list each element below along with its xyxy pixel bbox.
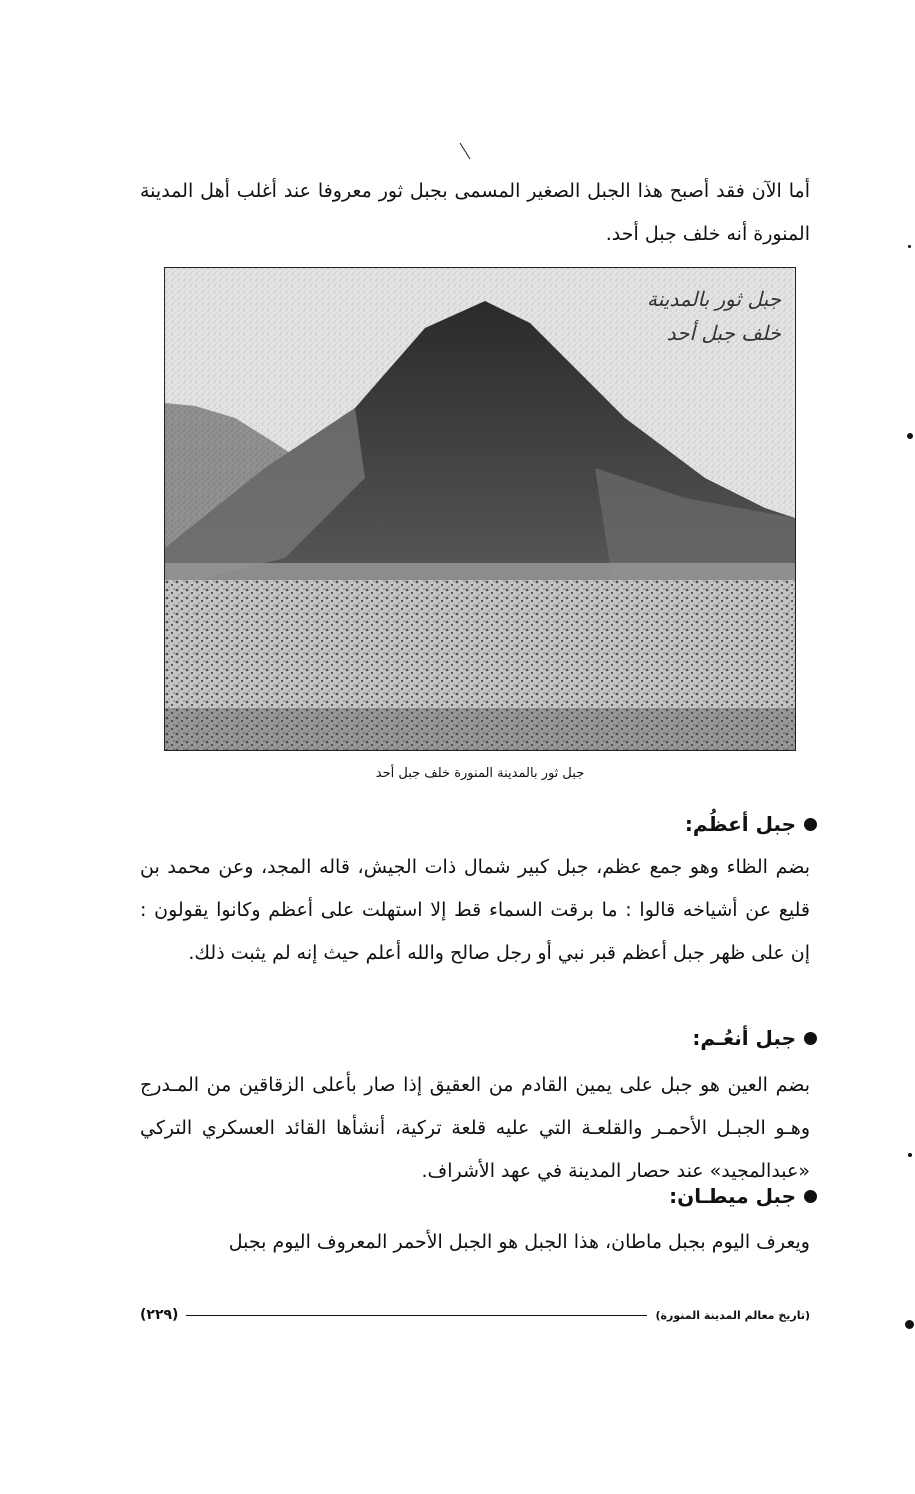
- footer-book-title: (تاريخ معالم المدينة المنورة): [655, 1308, 810, 1322]
- page-footer: [140, 1303, 810, 1327]
- stray-mark: [458, 142, 472, 160]
- inscription-line-2: خلف جبل أحد: [666, 321, 781, 345]
- heading-label: جبل ميطـان:: [669, 1184, 796, 1208]
- photo-inscription: [647, 282, 781, 350]
- heading-label: جبل أنعُـم:: [692, 1026, 796, 1050]
- section-heading-maytan: [669, 1184, 817, 1208]
- scan-edge-mark: [905, 1320, 914, 1329]
- section-body-anum: بضم العين هو جبل على يمين القادم من العقيق إذا صار بأعلى الزقاقين من المـدرج وهـو الجبـل الأحمـر والقلعـة التي عليه قلعة تركية، أنشأها القائد العسكري التركي «عبدالمجيد» عند حصار المدينة في عهد الأشراف.: [140, 1074, 810, 1182]
- scan-edge-mark: [908, 1153, 912, 1157]
- page-number: (٢٢٩): [140, 1307, 179, 1323]
- scan-edge-mark: [907, 433, 913, 439]
- bullet-icon: [804, 1190, 817, 1203]
- footer-rule: [186, 1315, 647, 1316]
- mountain-photo: [164, 267, 796, 751]
- section-body-azam: بضم الظاء وهو جمع عظم، جبل كبير شمال ذات الجيش، قاله المجد، وعن محمد بن قليع عن أشياخه قالوا : ما برقت السماء قط إلا استهلت على أعظم وكانوا يقولون : إن على ظهر جبل أعظم قبر نبي أو رجل صالح والله أعلم حيث إنه لم يثبت ذلك.: [140, 856, 810, 964]
- section-heading-azam: [685, 812, 817, 836]
- bullet-icon: [804, 818, 817, 831]
- heading-label: جبل أعظُم:: [684, 812, 796, 836]
- scan-edge-mark: [908, 245, 911, 248]
- section-body-maytan: ويعرف اليوم بجبل ماطان، هذا الجبل هو الجبل الأحمر المعروف اليوم بجبل: [228, 1231, 810, 1253]
- intro-paragraph: أما الآن فقد أصبح هذا الجبل الصغير المسمى بجبل ثور معروفا عند أغلب أهل المدينة المنورة أنه خلف جبل أحد.: [140, 180, 810, 245]
- section-heading-anum: [692, 1026, 817, 1050]
- photo-caption: جبل ثور بالمدينة المنورة خلف جبل أحد: [375, 766, 585, 781]
- inscription-line-1: جبل ثور بالمدينة: [647, 287, 781, 311]
- bullet-icon: [804, 1032, 817, 1045]
